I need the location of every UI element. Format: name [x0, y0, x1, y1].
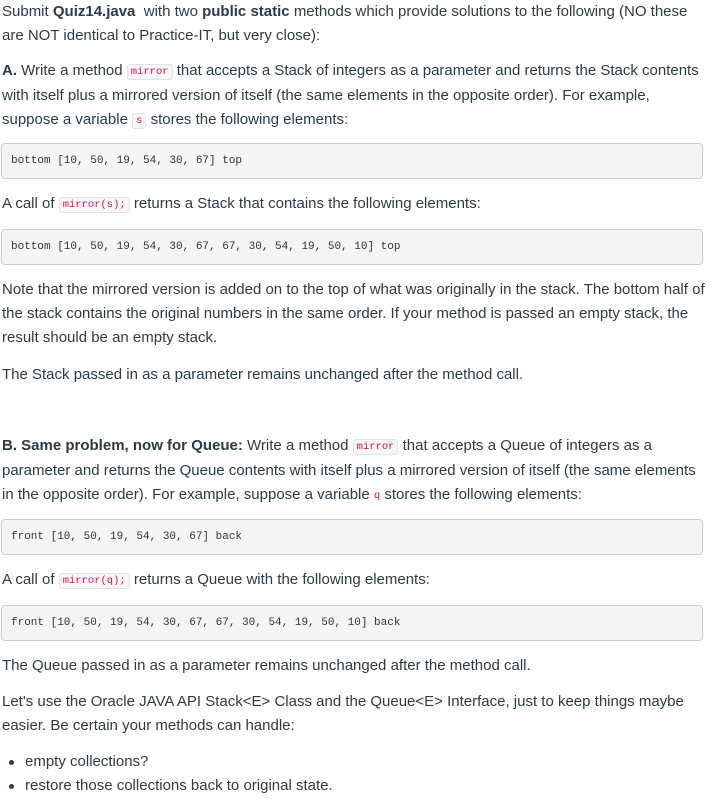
part-a-desc-end: stores the following elements:: [150, 111, 349, 128]
list-item: restore those collections back to original state.: [25, 774, 333, 798]
part-a-unchanged: The Stack passed in as a parameter remains unchanged after the method call.: [2, 366, 524, 383]
part-b-call-prefix: A call of: [2, 571, 55, 588]
part-a-call-code: mirror(s);: [59, 197, 130, 213]
part-a-call-prefix: A call of: [2, 195, 55, 212]
part-b-paragraph: [2, 434, 708, 508]
part-b-call-paragraph: [2, 568, 708, 593]
part-a-lead: Write a method: [21, 62, 123, 79]
requirements-list: [0, 750, 333, 798]
part-b-desc: that accepts a Queue of integers as a parameter and returns the Queue contents with itself plus a mirrored version of itself (the same elements in the opposite order). For example, suppose a variable: [2, 437, 696, 503]
intro-filename: Quiz14.java: [52, 3, 136, 20]
part-a-example-input: bottom [10, 50, 19, 54, 30, 67] top: [1, 143, 703, 179]
intro-paragraph: [2, 0, 708, 48]
part-b-lead: Write a method: [247, 437, 349, 454]
part-b-example-input: front [10, 50, 19, 54, 30, 67] back: [1, 519, 703, 555]
part-a-method-code: mirror: [127, 64, 173, 80]
part-a-note: Note that the mirrored version is added on to the top of what was originally in the stack. The bottom half of the stack contains the original numbers in the same order. If your method is passed an empty stack, the result should be an empty stack.: [2, 281, 705, 346]
part-b-call-code: mirror(q);: [59, 573, 130, 589]
part-b-call-suffix: returns a Queue with the following elements:: [133, 571, 430, 588]
part-a-example-output: bottom [10, 50, 19, 54, 30, 67, 67, 30, 54, 19, 50, 10] top: [1, 229, 703, 265]
closing-paragraph: Let's use the Oracle JAVA API Stack<E> Class and the Queue<E> Interface, just to keep things maybe easier. Be certain your methods can handle:: [2, 693, 684, 734]
part-b-method-code: mirror: [353, 439, 399, 455]
part-b-example-output: front [10, 50, 19, 54, 30, 67, 67, 30, 54, 19, 50, 10] back: [1, 605, 703, 641]
part-b-label: B. Same problem, now for Queue:: [2, 437, 243, 454]
part-b-var-code: q: [373, 490, 381, 502]
part-a-desc: that accepts a Stack of integers as a parameter and returns the Stack contents with itself plus a mirrored version of itself (the same elements in the opposite order). For example, suppose a variable: [2, 62, 699, 128]
part-b-unchanged: The Queue passed in as a parameter remains unchanged after the method call.: [2, 657, 531, 674]
part-a-call-suffix: returns a Stack that contains the following elements:: [133, 195, 481, 212]
part-a-label: A.: [2, 62, 17, 79]
intro-rest: methods which provide solutions to the following (NO these are NOT identical to Practice-IT, but very close):: [2, 3, 688, 44]
part-a-var-code: s: [132, 113, 146, 129]
part-a-call-paragraph: [2, 192, 708, 217]
list-item: empty collections?: [25, 750, 333, 774]
intro-submit: Submit: [2, 3, 49, 20]
intro-with-two: with two: [143, 3, 198, 20]
intro-public-static: public static: [202, 3, 290, 20]
part-a-paragraph: [2, 59, 708, 133]
part-b-desc-end: stores the following elements:: [384, 486, 582, 503]
